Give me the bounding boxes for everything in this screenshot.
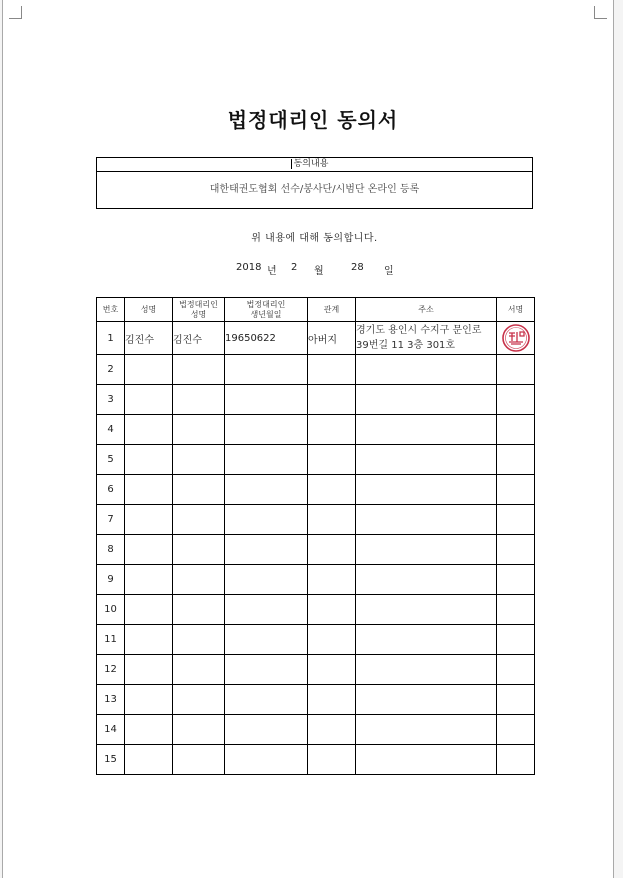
row-signature [497, 535, 535, 565]
row-name [125, 565, 173, 595]
row-name [125, 595, 173, 625]
row-number: 13 [97, 685, 125, 715]
row-signature [497, 475, 535, 505]
row-guardian-birth [225, 595, 308, 625]
row-name [125, 475, 173, 505]
row-number: 2 [97, 355, 125, 385]
row-number: 4 [97, 415, 125, 445]
row-number: 1 [97, 322, 125, 355]
page-corner-marker [594, 6, 607, 19]
row-address [356, 655, 497, 685]
table-row [97, 355, 535, 385]
row-name [125, 535, 173, 565]
row-number: 9 [97, 565, 125, 595]
row-signature [497, 505, 535, 535]
row-guardian-birth [225, 745, 308, 775]
row-signature [497, 685, 535, 715]
row-guardian-name [173, 565, 225, 595]
row-guardian-name [173, 355, 225, 385]
row-guardian-birth [225, 385, 308, 415]
date-line [3, 262, 623, 276]
row-guardian-name [173, 595, 225, 625]
row-guardian-name [173, 745, 225, 775]
consent-header-label: 동의내용 [291, 159, 329, 169]
table-row [97, 505, 535, 535]
table-row [97, 475, 535, 505]
row-signature [497, 322, 535, 355]
row-guardian-name [173, 415, 225, 445]
row-signature [497, 355, 535, 385]
row-name [125, 745, 173, 775]
row-relation [308, 505, 356, 535]
table-row [97, 715, 535, 745]
row-guardian-birth [225, 625, 308, 655]
row-address [356, 565, 497, 595]
row-relation [308, 745, 356, 775]
row-number: 6 [97, 475, 125, 505]
row-number: 8 [97, 535, 125, 565]
row-signature [497, 565, 535, 595]
header-relation: 관계 [308, 298, 356, 322]
row-guardian-birth [225, 415, 308, 445]
row-name: 김진수 [125, 322, 173, 355]
row-guardian-birth [225, 715, 308, 745]
row-address [356, 685, 497, 715]
date-day: 28 [351, 262, 364, 273]
row-number: 10 [97, 595, 125, 625]
row-guardian-name [173, 685, 225, 715]
row-guardian-birth [225, 655, 308, 685]
row-number: 12 [97, 655, 125, 685]
row-name [125, 685, 173, 715]
date-year-unit: 년 [267, 266, 277, 277]
row-relation [308, 595, 356, 625]
row-relation [308, 565, 356, 595]
row-address [356, 415, 497, 445]
row-guardian-name [173, 625, 225, 655]
row-name [125, 445, 173, 475]
header-guardian-name: 법정대리인 성명 [173, 298, 225, 322]
row-address [356, 535, 497, 565]
row-address: 경기도 용인시 수지구 문인로 39번길 11 3층 301호 [356, 322, 497, 355]
table-header-row [97, 298, 535, 322]
row-name [125, 415, 173, 445]
row-signature [497, 655, 535, 685]
row-guardian-name [173, 655, 225, 685]
row-guardian-name [173, 715, 225, 745]
row-relation [308, 655, 356, 685]
row-name [125, 385, 173, 415]
row-guardian-birth [225, 445, 308, 475]
guardian-table [96, 297, 535, 775]
agreement-statement: 위 내용에 대해 동의합니다. [251, 233, 378, 244]
row-number: 5 [97, 445, 125, 475]
header-name: 성명 [125, 298, 173, 322]
row-guardian-name [173, 385, 225, 415]
date-day-unit: 일 [384, 266, 394, 277]
row-guardian-birth [225, 475, 308, 505]
row-number: 11 [97, 625, 125, 655]
row-relation [308, 355, 356, 385]
row-guardian-birth [225, 685, 308, 715]
table-row [97, 322, 535, 355]
row-address [356, 715, 497, 745]
row-name [125, 715, 173, 745]
row-signature [497, 385, 535, 415]
consent-header [97, 158, 532, 172]
row-address [356, 625, 497, 655]
document-title: 법정대리인 동의서 [227, 108, 399, 132]
row-guardian-birth [225, 535, 308, 565]
row-signature [497, 595, 535, 625]
row-signature [497, 445, 535, 475]
row-name [125, 655, 173, 685]
row-name [125, 355, 173, 385]
row-signature [497, 625, 535, 655]
row-address [356, 355, 497, 385]
row-signature [497, 415, 535, 445]
header-signature: 서명 [497, 298, 535, 322]
table-row [97, 385, 535, 415]
row-relation [308, 415, 356, 445]
consent-content: 대한태권도협회 선수/봉사단/시범단 온라인 등록 [209, 184, 420, 195]
table-row [97, 595, 535, 625]
row-guardian-birth: 19650622 [225, 322, 308, 355]
row-signature [497, 745, 535, 775]
row-number: 15 [97, 745, 125, 775]
header-number: 번호 [97, 298, 125, 322]
row-relation [308, 445, 356, 475]
table-row [97, 745, 535, 775]
row-guardian-birth [225, 565, 308, 595]
row-guardian-name [173, 535, 225, 565]
header-address: 주소 [356, 298, 497, 322]
consent-box [96, 157, 533, 209]
row-guardian-name [173, 475, 225, 505]
date-year: 2018 [236, 262, 262, 273]
date-month: 2 [291, 262, 298, 273]
row-name [125, 505, 173, 535]
table-row [97, 685, 535, 715]
row-address [356, 505, 497, 535]
row-relation [308, 625, 356, 655]
row-relation: 아버지 [308, 322, 356, 355]
signature-seal [501, 323, 531, 353]
row-number: 3 [97, 385, 125, 415]
row-guardian-birth [225, 505, 308, 535]
row-relation [308, 715, 356, 745]
table-row [97, 445, 535, 475]
table-row [97, 535, 535, 565]
row-relation [308, 385, 356, 415]
header-guardian-birth: 법정대리인 생년월일 [225, 298, 308, 322]
row-guardian-birth [225, 355, 308, 385]
row-address [356, 595, 497, 625]
table-row [97, 625, 535, 655]
table-row [97, 565, 535, 595]
row-name [125, 625, 173, 655]
row-guardian-name [173, 445, 225, 475]
row-signature [497, 715, 535, 745]
row-address [356, 745, 497, 775]
table-row [97, 415, 535, 445]
row-address [356, 385, 497, 415]
row-address [356, 475, 497, 505]
row-relation [308, 535, 356, 565]
row-relation [308, 475, 356, 505]
row-number: 14 [97, 715, 125, 745]
row-guardian-name: 김진수 [173, 322, 225, 355]
row-guardian-name [173, 505, 225, 535]
row-relation [308, 685, 356, 715]
row-address [356, 445, 497, 475]
table-row [97, 655, 535, 685]
page-corner-marker [9, 6, 22, 19]
row-number: 7 [97, 505, 125, 535]
document-page [2, 0, 614, 878]
date-month-unit: 월 [314, 266, 324, 277]
